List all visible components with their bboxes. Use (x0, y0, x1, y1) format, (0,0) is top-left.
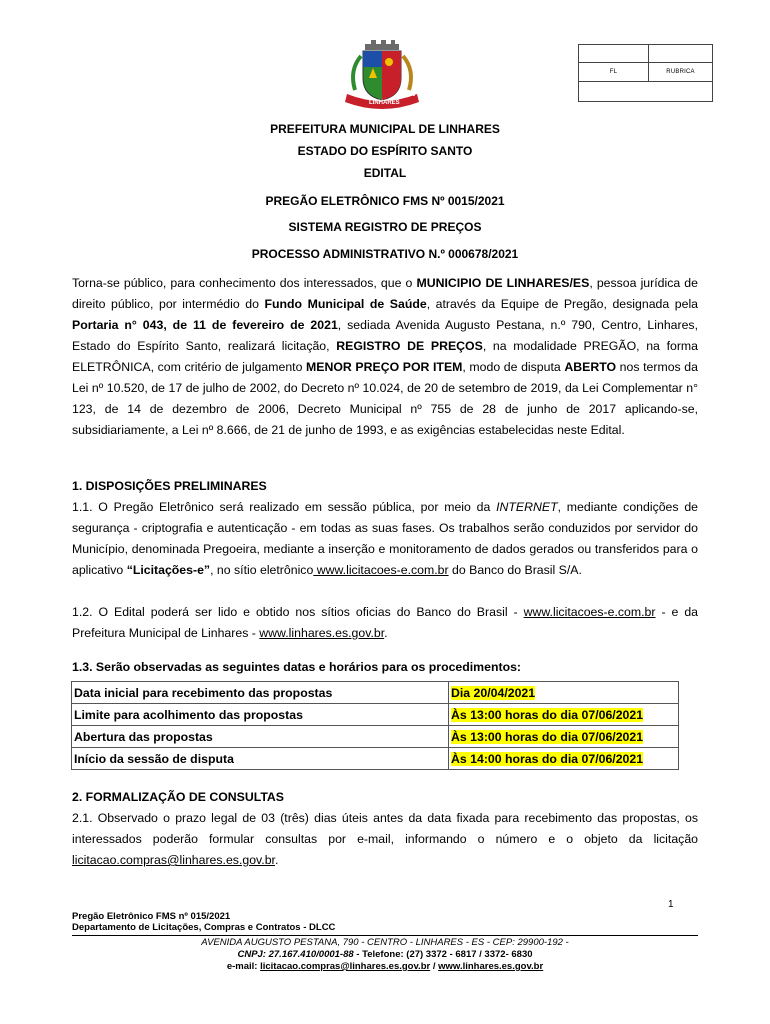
section-1-heading: 1. DISPOSIÇÕES PRELIMINARES (72, 479, 267, 493)
section-1-3-heading: 1.3. Serão observadas as seguintes datas e horários para os procedimentos: (72, 660, 522, 674)
table-row (72, 704, 679, 726)
footer-pregao-label: Pregão Eletrônico FMS nº 015/2021 (72, 911, 231, 922)
date-value: Às 13:00 horas do dia 07/06/2021 (449, 704, 679, 726)
header-line-sistema: SISTEMA REGISTRO DE PREÇOS (288, 220, 482, 234)
table-row (72, 748, 679, 770)
footer-divider (72, 935, 698, 936)
licitacoes-link-2[interactable]: www.licitacoes-e.com.br (523, 605, 656, 619)
stamp-cell (579, 45, 649, 63)
date-value: Às 14:00 horas do dia 07/06/2021 (449, 748, 679, 770)
crest-banner-text: LINHARES (369, 100, 400, 106)
licitacoes-link[interactable]: www.licitacoes-e.com.br (313, 563, 449, 577)
footer-department-label: Departamento de Licitações, Compras e Contratos - DLCC (72, 922, 336, 933)
page-number: 1 (668, 899, 674, 910)
email-link[interactable]: licitacao.compras@linhares.es.gov.br (72, 853, 275, 867)
header-line-pregao: PREGÃO ELETRÔNICO FMS Nº 0015/2021 (265, 194, 505, 208)
fl-label: FL (579, 63, 649, 82)
linhares-site-link[interactable]: www.linhares.es.gov.br (259, 626, 385, 640)
folha-rubrica-box (578, 44, 713, 102)
header-line-estado: ESTADO DO ESPÍRITO SANTO (297, 144, 473, 158)
intro-paragraph: Torna-se público, para conhecimento dos interessados, que o MUNICIPIO DE LINHARES/ES, pessoa jurídica de direito público, por intermédio do Fundo Municipal de Saúde, através da Equipe de Pregão, designada pela Portaria n° 043, de 11 de fevereiro de 2021, sediada Avenida Augusto Pestana, n.º 790, Centro, Linhares, Estado do Espírito Santo, realizará licitação, REGISTRO DE PREÇOS, na modalidade PREGÃO, na forma ELETRÔNICA, com critério de julgamento MENOR PREÇO POR ITEM, modo de disputa ABERTO nos termos da Lei nº 10.520, de 17 de julho de 2002, do Decreto nº 10.024, de 20 de setembro de 2019, da Lei Complementar n° 123, de 14 de dezembro de 2006, Decreto Municipal nº 755 de 28 de junho de 2017 aplicando-se, subsidiariamente, a Lei nº 8.666, de 21 de junho de 1993, e as exigências estabelecidas neste Edital. (72, 276, 699, 437)
dates-table (71, 681, 679, 770)
section-2-heading: 2. FORMALIZAÇÃO DE CONSULTAS (72, 790, 285, 804)
stamp-cell (649, 45, 712, 63)
footer-email-site: e-mail: licitacao.compras@linhares.es.gov.br / www.linhares.es.gov.br (226, 961, 544, 972)
header-line-processo: PROCESSO ADMINISTRATIVO N.º 000678/2021 (251, 247, 519, 261)
crest-year-right: 1943 (404, 92, 416, 98)
footer-email-link[interactable]: licitacao.compras@linhares.es.gov.br (260, 961, 431, 972)
date-label: Limite para acolhimento das propostas (72, 704, 449, 726)
table-row (72, 726, 679, 748)
rubrica-label: RUBRICA (649, 63, 712, 82)
date-value: Às 13:00 horas do dia 07/06/2021 (449, 726, 679, 748)
paragraph-2-1: 2.1. Observado o prazo legal de 03 (três) dias úteis antes da data fixada para recebimento das propostas, os interessados poderão formular consultas por e-mail, informando o número e o objeto da licitação licitacao.compras@linhares.es.gov.br. (72, 811, 698, 867)
table-row (72, 682, 679, 704)
date-label: Início da sessão de disputa (72, 748, 449, 770)
date-value: Dia 20/04/2021 (449, 682, 679, 704)
date-label: Abertura das propostas (72, 726, 449, 748)
header-line-prefeitura: PREFEITURA MUNICIPAL DE LINHARES (270, 122, 500, 136)
stamp-cell (579, 82, 712, 101)
paragraph-1-1: 1.1. O Pregão Eletrônico será realizado em sessão pública, por meio da INTERNET, mediante condições de segurança - criptografia e autenticação - em todas as suas fases. Os trabalhos serão conduzidos por servidor do Município, denominada Pregoeira, mediante a inserção e monitoramento de dados gerados ou transferidos para o aplicativo “Licitações-e”, no sítio eletrônico www.licitacoes-e.com.br do Banco do Brasil S/A. (72, 500, 698, 577)
header-line-edital: EDITAL (363, 166, 407, 180)
paragraph-1-2: 1.2. O Edital poderá ser lido e obtido nos sítios oficias do Banco do Brasil - www.licitacoes-e.com.br - e da Prefeitura Municipal de Linhares - www.linhares.es.gov.br. (72, 605, 698, 640)
date-label: Data inicial para recebimento das propostas (72, 682, 449, 704)
crest-year-left: 1800 (352, 92, 364, 98)
footer-contact: CNPJ: 27.167.410/0001-88 - Telefone: (27) 3372 - 6817 / 3372- 6830 (237, 949, 533, 960)
footer-site-link[interactable]: www.linhares.es.gov.br (438, 961, 544, 972)
footer-address: AVENIDA AUGUSTO PESTANA, 790 - CENTRO - LINHARES - ES - CEP: 29900-192 - (201, 937, 569, 948)
